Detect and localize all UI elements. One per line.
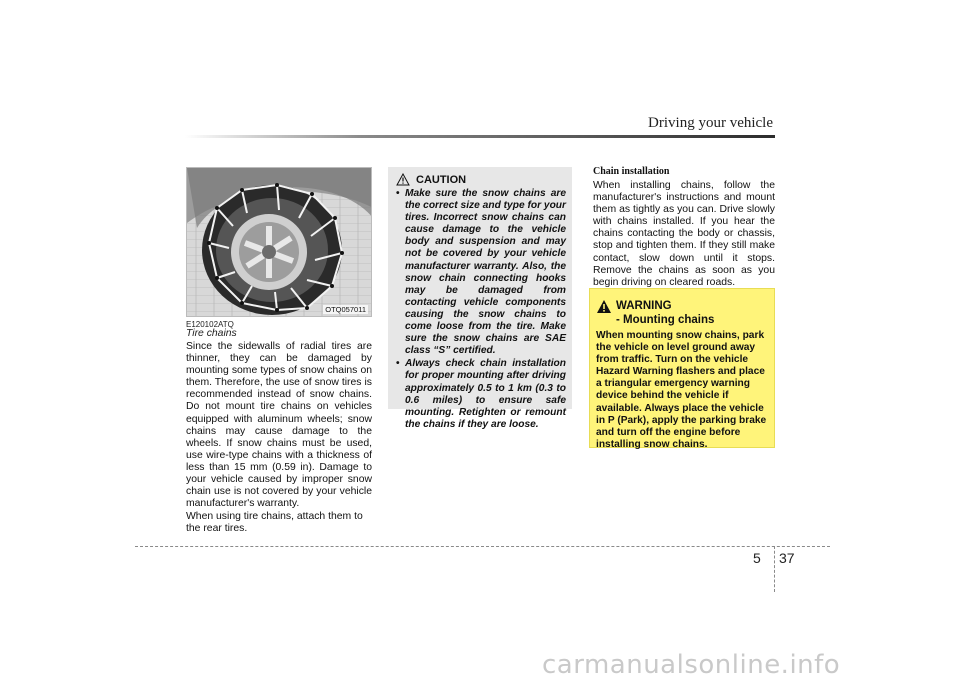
chapter-number: 5 xyxy=(753,550,761,566)
page-number: 37 xyxy=(779,550,795,566)
tire-chains-paragraph-2: When using tire chains, attach them to the rear tires. xyxy=(186,511,363,535)
warning-triangle-icon xyxy=(596,299,612,314)
warning-text: When mounting snow chains, park the vehicle on level ground away from traffic. Turn on the vehicle Hazard Warning flashers and place a triangular emergency warning device behind the vehicle if available. Always place the vehicle in P (Park), apply the parking brake and turn off the engine before installing snow chains. xyxy=(596,330,767,450)
tire-chains-body xyxy=(186,341,372,536)
reference-code: E120102ATQ xyxy=(186,320,234,329)
tire-chains-title: Tire chains xyxy=(186,328,237,339)
tire-chain-photo xyxy=(186,167,372,317)
warning-subtitle: - Mounting chains xyxy=(616,314,715,326)
footer-rule xyxy=(135,546,830,547)
chain-installation-body: When installing chains, follow the manufacturer's instructions and mount them as tightly as you can. Drive slowly with chains installed. If you hear the chains contacting the body or chassis, stop and tighten them. If they still make contact, slow down until it stops. Remove the chains as soon as you begin driving on cleared roads. xyxy=(593,180,775,288)
chain-installation-title: Chain installation xyxy=(593,166,670,177)
warning-header xyxy=(596,295,768,314)
header-rule xyxy=(185,135,775,138)
caution-header xyxy=(396,173,566,186)
caution-triangle-icon xyxy=(396,173,410,186)
watermark: carmanualsonline.info xyxy=(542,650,841,680)
warning-box xyxy=(589,288,775,448)
tire-chains-paragraph-1: Since the sidewalls of radial tires are thinner, they can be damaged by mounting some types of snow chains on them. Therefore, the use of snow tires is recommended instead of snow chains. Do not mount tire chains on vehicles equipped with aluminum wheels; snow chains may cause damage to the wheels. If snow chains must be used, use wire-type chains with a thickness of less than 15 mm (0.59 in). Damage to your vehicle caused by improper snow chain use is not covered by your vehicle manufacturer's warranty. xyxy=(186,341,372,510)
header-title: Driving your vehicle xyxy=(648,115,773,131)
photo-code: OTQ057011 xyxy=(325,305,366,314)
caution-item: • Make sure the snow chains are the correct size and type for your tires. Incorrect snow chains can cause damage to the vehicle body and suspension and may not be covered by your vehicle manufacturer warranty. Also, the snow chain connecting hooks may be damaged from contacting vehicle components causing the snow chains to come loose from the tire. Make sure the snow chains are SAE class “S” certified. xyxy=(396,188,566,357)
caution-box xyxy=(388,167,572,430)
caution-title: CAUTION xyxy=(416,173,467,186)
caution-item: • Always check chain installation for proper mounting after driving approximately 0.5 to 1 km (0.3 to 0.6 miles) to ensure safe mounting. Retighten or remount the chains if they are loose. xyxy=(396,358,566,431)
tire-chain-illustration xyxy=(187,168,372,317)
warning-title: WARNING xyxy=(616,300,672,312)
footer-divider xyxy=(774,546,775,592)
caution-list xyxy=(396,188,566,431)
